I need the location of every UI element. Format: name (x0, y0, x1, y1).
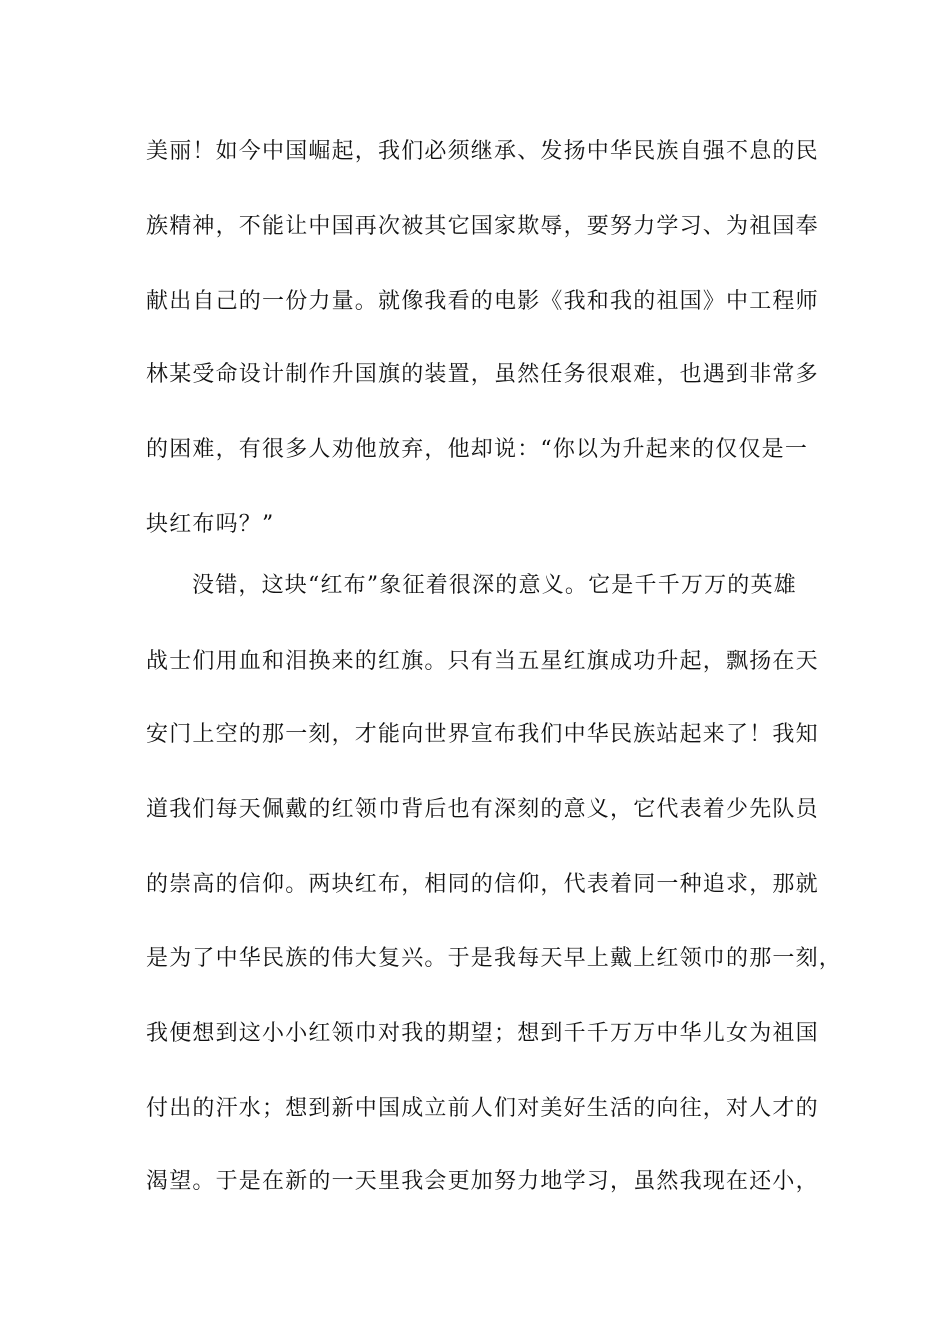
text-line: 的困难，有很多人劝他放弃，他却说：“你以为升起来的仅仅是一 (146, 437, 809, 462)
text-line: 是为了中华民族的伟大复兴。于是我每天早上戴上红领巾的那一刻， (146, 946, 843, 971)
text-line: 块红布吗？” (146, 512, 275, 537)
text-line: 安门上空的那一刻，才能向世界宣布我们中华民族站起来了！我知 (146, 722, 819, 747)
paragraph-first-line: 没错，这块“红布”象征着很深的意义。它是千千万万的英雄 (192, 573, 797, 598)
text-line: 道我们每天佩戴的红领巾背后也有深刻的意义，它代表着少先队员 (146, 797, 819, 822)
text-line: 林某受命设计制作升国旗的装置，虽然任务很艰难，也遇到非常多 (146, 362, 819, 387)
text-line: 渴望。于是在新的一天里我会更加努力地学习，虽然我现在还小， (146, 1169, 819, 1194)
text-line: 我便想到这小小红领巾对我的期望；想到千千万万中华儿女为祖国 (146, 1021, 819, 1046)
text-line: 美丽！如今中国崛起，我们必须继承、发扬中华民族自强不息的民 (146, 139, 819, 164)
text-line: 战士们用血和泪换来的红旗。只有当五星红旗成功升起，飘扬在天 (146, 649, 819, 674)
text-line: 献出自己的一份力量。就像我看的电影《我和我的祖国》中工程师 (146, 289, 819, 314)
text-line: 族精神，不能让中国再次被其它国家欺辱，要努力学习、为祖国奉 (146, 214, 819, 239)
text-line: 付出的汗水；想到新中国成立前人们对美好生活的向往，对人才的 (146, 1096, 819, 1121)
text-line: 的崇高的信仰。两块红布，相同的信仰，代表着同一种追求，那就 (146, 872, 819, 897)
